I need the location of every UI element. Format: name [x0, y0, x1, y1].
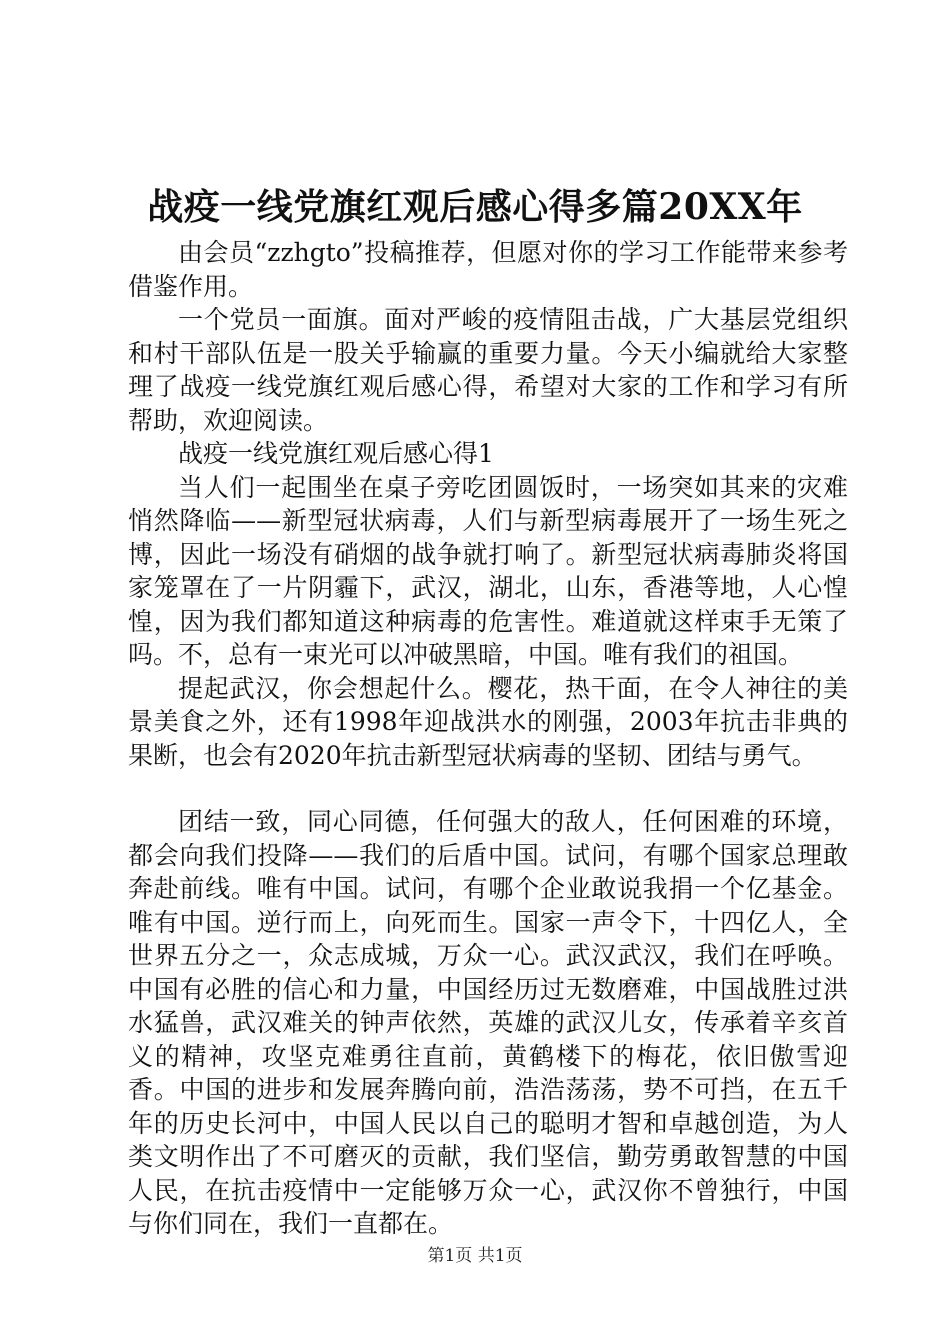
paragraph-body-1: 当人们一起围坐在桌子旁吃团圆饭时，一场突如其来的灾难悄然降临——新型冠状病毒，人们与新型病毒展开了一场生死之博，因此一场没有硝烟的战争就打响了。新型冠状病毒肺炎将国家笼罩在了一片阴霾下，武汉，湖北，山东，香港等地，人心惶惶，因为我们都知道这种病毒的危害性。难道就这样束手无策了吗。不，总有一束光可以冲破黑暗，中国。唯有我们的祖国。	[128, 472, 848, 669]
paragraph-body-3: 团结一致，同心同德，任何强大的敌人，任何困难的环境，都会向我们投降——我们的后盾中国。试问，有哪个国家总理敢奔赴前线。唯有中国。试问，有哪个企业敢说我捐一个亿基金。唯有中国。逆行而上，向死而生。国家一声令下，十四亿人，全世界五分之一，众志成城，万众一心。武汉武汉，我们在呼唤。中国有必胜的信心和力量，中国经历过无数磨难，中国战胜过洪水猛兽，武汉难关的钟声依然，英雄的武汉儿女，传承着辛亥首义的精神，攻坚克难勇往直前，黄鹤楼下的梅花，依旧傲雪迎香。中国的进步和发展奔腾向前，浩浩荡荡，势不可挡，在五千年的历史长河中，中国人民以自己的聪明才智和卓越创造，为人类文明作出了不可磨灭的贡献，我们坚信，勤劳勇敢智慧的中国人民，在抗击疫情中一定能够万众一心，武汉你不曾独行，中国与你们同在，我们一直都在。	[128, 807, 848, 1238]
document-title: 战疫一线党旗红观后感心得多篇20XX年	[147, 186, 803, 228]
paragraph-intro: 由会员“zzhgto”投稿推荐，但愿对你的学习工作能带来参考借鉴作用。	[128, 238, 848, 301]
section-heading: 战疫一线党旗红观后感心得1	[178, 439, 494, 468]
paragraph-body-2: 提起武汉，你会想起什么。樱花，热干面，在令人神往的美景美食之外，还有1998年迎战洪水的刚强，2003年抗击非典的果断，也会有2020年抗击新型冠状病毒的坚韧、团结与勇气。	[128, 673, 848, 770]
page-footer: 第1页 共1页	[427, 1246, 523, 1266]
paragraph-summary: 一个党员一面旗。面对严峻的疫情阻击战，广大基层党组织和村干部队伍是一股关乎输赢的重要力量。今天小编就给大家整理了战疫一线党旗红观后感心得，希望对大家的工作和学习有所帮助，欢迎阅读。	[128, 305, 848, 435]
document-body	[128, 236, 848, 1241]
